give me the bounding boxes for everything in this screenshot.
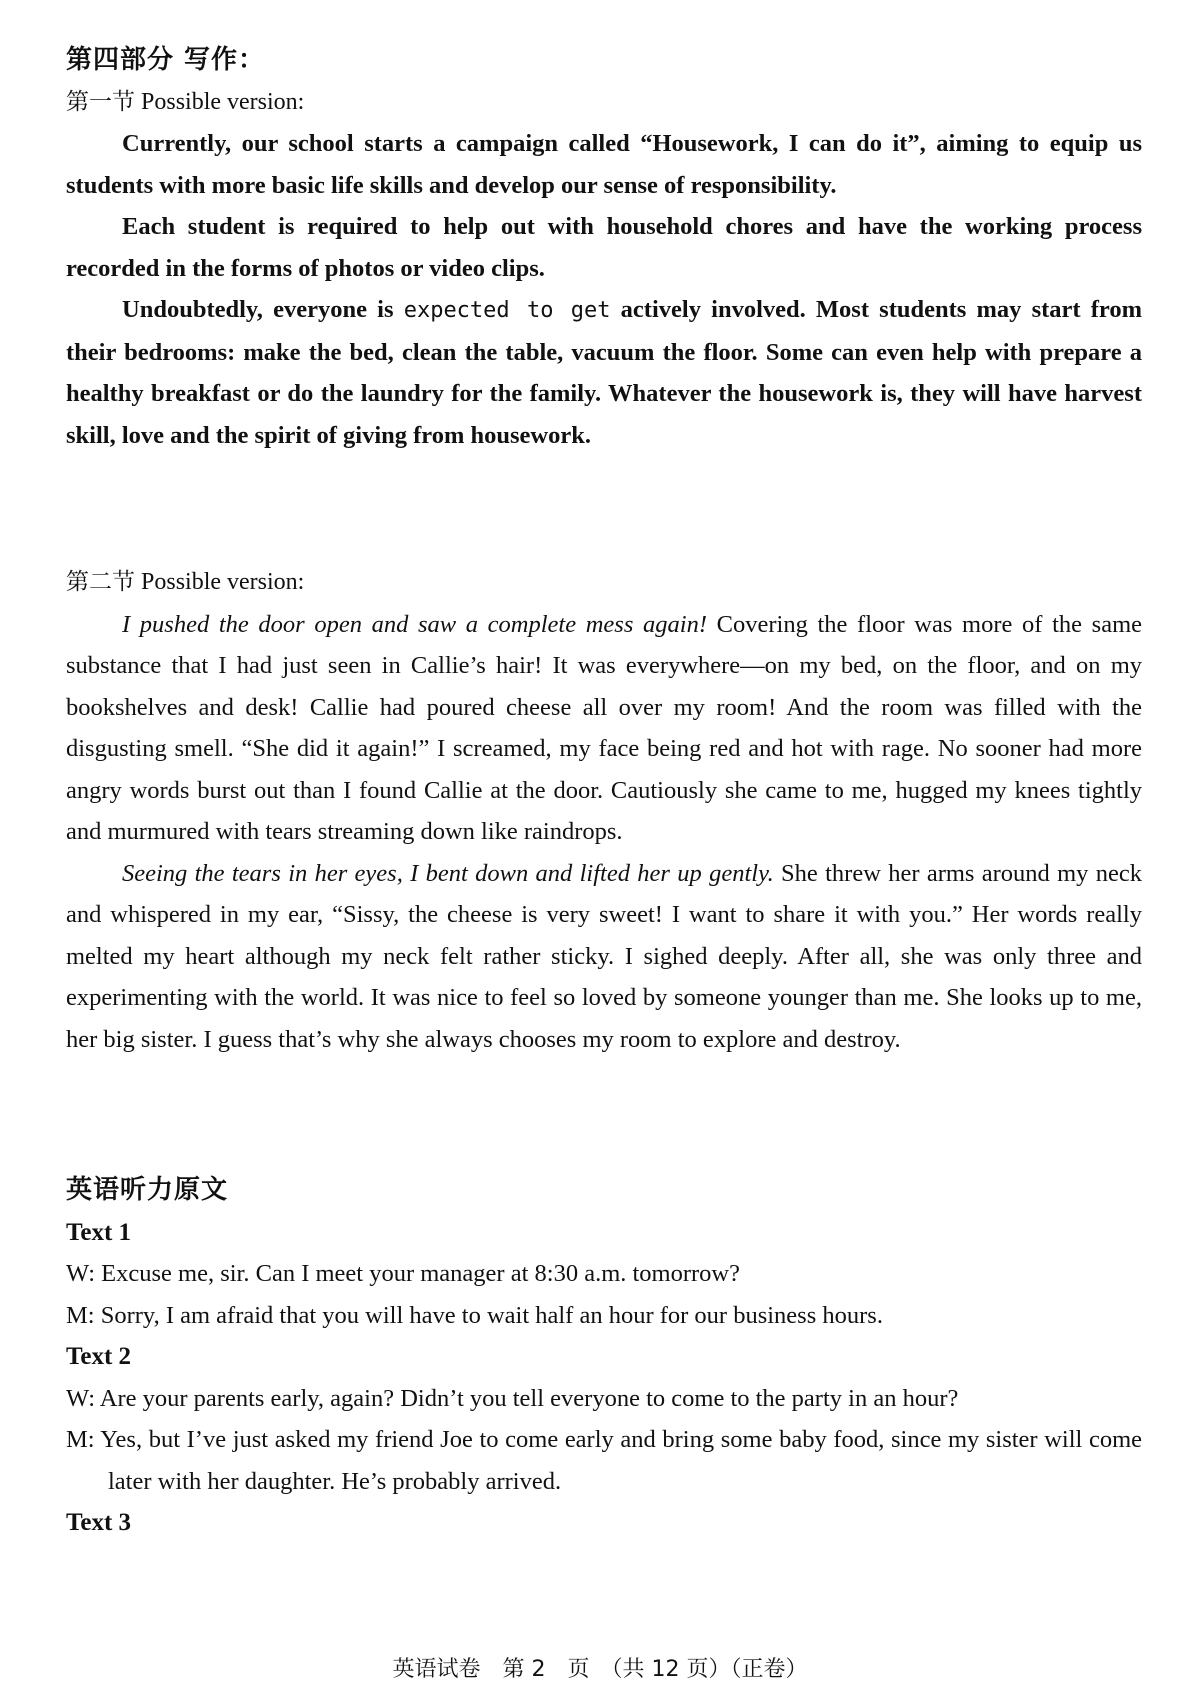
text1-line-m: M: Sorry, I am afraid that you will have to wait half an hour for our business hours. (66, 1301, 883, 1329)
text1-line-w: W: Excuse me, sir. Can I meet your manager at 8:30 a.m. tomorrow? (66, 1260, 741, 1287)
text2-line-m: M: Yes, but I’ve just asked my friend Joe to come early and bring some baby food, since my sister will come later with her daughter. He’s probably arrived. (66, 1426, 1142, 1495)
essay1-paragraph-3-b: actively involved. Most students may start from their bedrooms: make the bed, clean the table, vacuum the floor. Some can even help with prepare a healthy breakfast or do the laundry for the family. Whatever the housework is, they will have harvest skill, love and the spirit of giving from housework. (66, 296, 1142, 449)
essay2-paragraph-2-rest: She threw her arms around my neck and whispered in my ear, “Sissy, the cheese is very sweet! I want to share it with you.” Her words really melted my heart although my neck felt rather sticky. I sighed deeply. After all, she was only three and experimenting with the world. It was nice to feel so loved by someone younger than me. She looks up to me, her big sister. I guess that’s why she always chooses my room to explore and destroy. (66, 859, 1143, 1053)
essay1-paragraph-2: Each student is required to help out with household chores and have the working process recorded in the forms of photos or video clips. (66, 213, 1142, 282)
essay1-paragraph-3-a: Undoubtedly, everyone is (122, 296, 404, 323)
text3-label: Text 3 (66, 1509, 132, 1536)
essay1-paragraph-1: Currently, our school starts a campaign called “Housework, I can do it”, aiming to equip us students with more basic life skills and develop our sense of responsibility. (66, 130, 1142, 199)
part2-label-en: Possible version: (135, 569, 305, 595)
part1-label-en: Possible version: (135, 88, 305, 115)
essay2-paragraph-2 (66, 853, 1142, 1061)
page-footer: 英语试卷 第 2 页 （共 12 页）（正卷） (392, 1657, 808, 1682)
listening-heading: 英语听力原文 (66, 1175, 229, 1205)
text2-line-w: W: Are your parents early, again? Didn’t you tell everyone to come to the party in an hour? (66, 1384, 959, 1412)
essay1-paragraph-3 (66, 289, 1142, 456)
essay2-paragraph-1 (66, 604, 1142, 853)
content (66, 40, 1142, 1544)
part2-label-cn: 第二节 (66, 569, 135, 595)
text1-label: Text 1 (66, 1218, 132, 1246)
part1-label (66, 82, 1142, 124)
part2-label (66, 562, 1142, 604)
essay2-paragraph-1-rest: Covering the floor was more of the same substance that I had just seen in Callie’s hair! It was everywhere—on my bed, on the floor, and on my bookshelves and desk! Callie had poured cheese all over my room! And the room was filled with the disgusting smell. “She did it again!” I screamed, my face being red and hot with rage. No sooner had more angry words burst out than I found Callie at the door. Cautiously she came to me, hugged my knees tightly and murmured with tears streaming down like raindrops. (66, 610, 1142, 845)
essay2-paragraph-1-opening: I pushed the door open and saw a complete mess again! (122, 610, 707, 638)
part1-label-cn: 第一节 (66, 88, 135, 115)
section-heading: 第四部分 写作： (66, 45, 266, 75)
essay1-paragraph-3-mono: expected to get (403, 298, 611, 323)
essay2-paragraph-2-opening: Seeing the tears in her eyes, I bent down and lifted her up gently. (122, 859, 774, 887)
text2-label: Text 2 (66, 1343, 132, 1370)
